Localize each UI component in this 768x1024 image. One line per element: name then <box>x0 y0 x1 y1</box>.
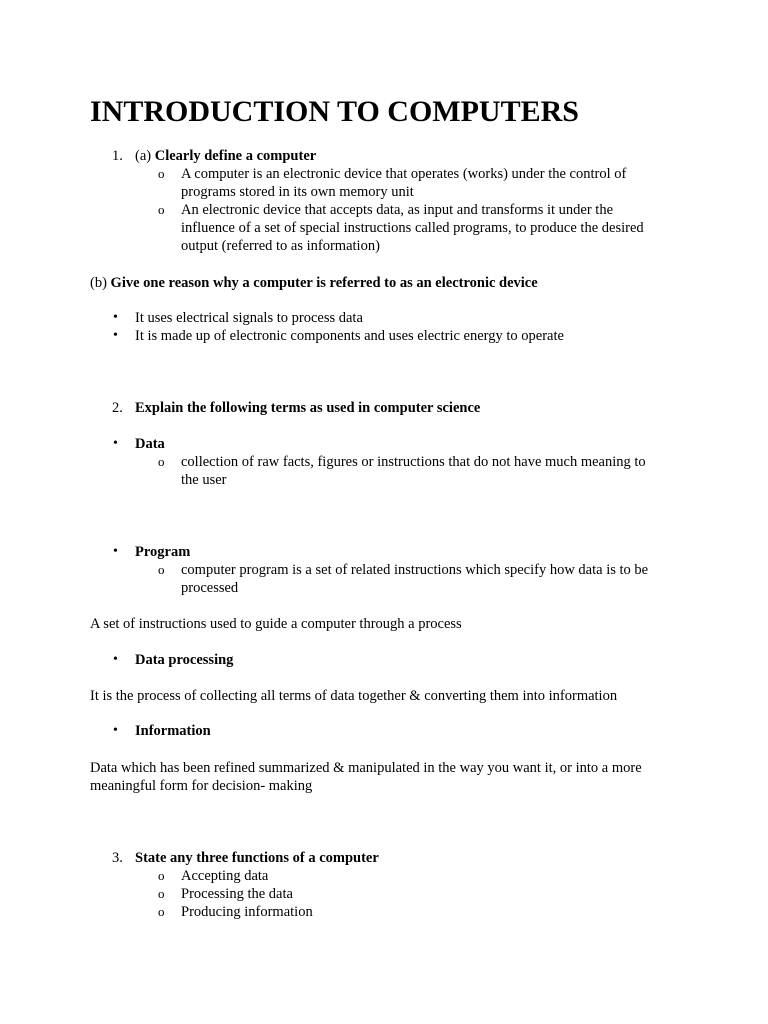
sub-marker: o <box>158 868 165 883</box>
sub-marker: o <box>158 886 165 901</box>
q1-heading-line <box>135 147 316 165</box>
bullet-marker: • <box>113 328 118 343</box>
q1b-heading-line <box>90 274 538 292</box>
q2-heading: Explain the following terms as used in computer science <box>135 400 481 416</box>
function-3: Producing information <box>181 904 313 920</box>
q1-definition-1-line-2: programs stored in its own memory unit <box>181 184 414 200</box>
sub-marker: o <box>158 562 165 577</box>
bullet-marker: • <box>113 723 118 738</box>
data-definition-line-2: the user <box>181 472 227 488</box>
q2-number: 2. <box>112 400 123 416</box>
q1b-prefix: (b) <box>90 275 107 291</box>
q1-number: 1. <box>112 148 123 164</box>
q3-heading: State any three functions of a computer <box>135 850 379 866</box>
term-information: Information <box>135 723 211 739</box>
sub-marker: o <box>158 166 165 181</box>
q1b-reason-1: It uses electrical signals to process data <box>135 310 363 326</box>
q1-definition-2-line-2: influence of a set of special instructions called programs, to produce the desired <box>181 220 644 236</box>
sub-marker: o <box>158 454 165 469</box>
q1b-heading: Give one reason why a computer is referred to as an electronic device <box>110 275 538 291</box>
function-1: Accepting data <box>181 868 269 884</box>
sub-marker: o <box>158 904 165 919</box>
q1-definition-2-line-3: output (referred to as information) <box>181 238 380 254</box>
q3-number: 3. <box>112 850 123 866</box>
information-definition-line-1: Data which has been refined summarized & manipulated in the way you want it, or into a more <box>90 760 642 776</box>
information-definition-line-2: meaningful form for decision- making <box>90 778 313 794</box>
function-2: Processing the data <box>181 886 293 902</box>
sub-marker: o <box>158 202 165 217</box>
term-program: Program <box>135 544 191 560</box>
bullet-marker: • <box>113 310 118 325</box>
program-definition-line-2: processed <box>181 580 239 596</box>
term-data-processing: Data processing <box>135 652 234 668</box>
bullet-marker: • <box>113 436 118 451</box>
term-data: Data <box>135 436 165 452</box>
q1-heading: Clearly define a computer <box>154 148 317 164</box>
bullet-marker: • <box>113 544 118 559</box>
data-processing-definition: It is the process of collecting all terms of data together & converting them into information <box>90 688 618 704</box>
bullet-marker: • <box>113 652 118 667</box>
program-definition-line-1: computer program is a set of related instructions which specify how data is to be <box>181 562 649 578</box>
data-definition-line-1: collection of raw facts, figures or instructions that do not have much meaning to <box>181 454 646 470</box>
q1-definition-2-line-1: An electronic device that accepts data, as input and transforms it under the <box>181 202 614 218</box>
q1b-reason-2: It is made up of electronic components and uses electric energy to operate <box>135 328 564 344</box>
program-note: A set of instructions used to guide a computer through a process <box>90 616 462 632</box>
q1-definition-1-line-1: A computer is an electronic device that operates (works) under the control of <box>181 166 627 182</box>
page-title: INTRODUCTION TO COMPUTERS <box>90 95 579 128</box>
q1-prefix: (a) <box>135 148 152 164</box>
